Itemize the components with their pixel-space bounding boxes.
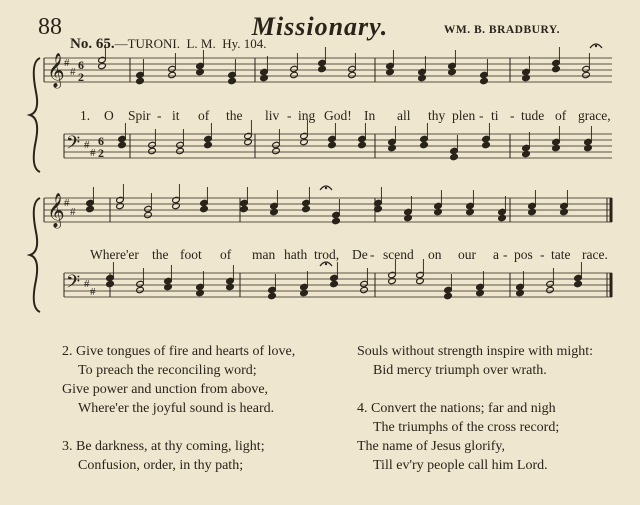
- note-head: [164, 283, 173, 290]
- fermata-dot: [325, 263, 327, 265]
- lyric-syllable: -: [510, 108, 515, 123]
- note-head: [328, 141, 337, 148]
- lyric-syllable: the: [226, 108, 243, 123]
- lyric-syllable: tude: [521, 108, 545, 123]
- note-head: [360, 286, 369, 293]
- note-head: [480, 77, 489, 84]
- lyric-syllable: a: [493, 247, 499, 262]
- note-head: [466, 208, 475, 215]
- lyric-syllable: scend: [383, 247, 414, 262]
- note-head: [574, 280, 583, 287]
- lyric-syllable: -: [503, 247, 508, 262]
- note-head: [448, 68, 457, 75]
- note-head: [348, 71, 357, 78]
- verse-line: [357, 380, 593, 399]
- lyric-syllable: trod,: [314, 247, 340, 262]
- verse-line: 2. Give tongues of fire and hearts of love,: [62, 344, 296, 359]
- lyric-syllable: of: [555, 108, 567, 123]
- system-brace: [30, 58, 40, 172]
- verse-line: To preach the reconciling word;: [78, 363, 257, 378]
- bass-clef: 𝄢: [66, 272, 81, 297]
- lyric-syllable: our: [458, 247, 476, 262]
- lyric-syllable: pos: [514, 247, 533, 262]
- tune-number: No. 65.: [70, 36, 115, 52]
- note-head: [176, 147, 185, 154]
- note-head: [516, 289, 525, 296]
- lyric-syllable: -: [540, 247, 545, 262]
- verses-left-column: [62, 342, 295, 475]
- verse-line: 3. Be darkness, at thy coming, light;: [62, 439, 265, 454]
- note-head: [268, 292, 277, 299]
- note-head: [118, 141, 127, 148]
- note-head: [302, 205, 311, 212]
- lyric-syllable: plen: [452, 108, 476, 123]
- sharp-sign: #: [70, 66, 76, 78]
- lyric-syllable: of: [220, 247, 232, 262]
- note-head: [318, 65, 327, 72]
- verse-line: Confusion, order, in thy path;: [78, 458, 244, 473]
- verse-line: Where'er the joyful sound is heard.: [78, 401, 275, 416]
- lyric-syllable: ti: [491, 108, 499, 123]
- note-head: [272, 147, 281, 154]
- verse-line: 4. Convert the nations; far and nigh: [357, 401, 556, 416]
- note-head: [86, 205, 95, 212]
- note-head: [106, 280, 115, 287]
- lyric-syllable: 1.: [80, 108, 91, 123]
- lyric-syllable: thy: [428, 108, 446, 123]
- note-head: [546, 286, 555, 293]
- note-head: [434, 208, 443, 215]
- note-head: [290, 71, 299, 78]
- note-head: [584, 144, 593, 151]
- sharp-sign: #: [70, 206, 76, 218]
- time-signature-bottom: 2: [98, 146, 104, 160]
- lyric-syllable: De: [352, 247, 368, 262]
- note-head: [332, 217, 341, 224]
- note-head: [476, 289, 485, 296]
- fermata-dot: [595, 45, 597, 47]
- time-signature-top: 6: [78, 58, 84, 72]
- lyric-syllable: of: [198, 108, 210, 123]
- note-head: [522, 150, 531, 157]
- note-head: [240, 205, 249, 212]
- note-head: [358, 141, 367, 148]
- page-number: 88: [38, 14, 62, 40]
- lyric-syllable: the: [152, 247, 169, 262]
- note-head: [450, 153, 459, 160]
- note-head: [416, 277, 425, 284]
- sharp-sign: #: [64, 57, 70, 69]
- note-head: [482, 141, 491, 148]
- note-head: [552, 65, 561, 72]
- lyric-syllable: In: [364, 108, 376, 123]
- note-head: [168, 71, 177, 78]
- note-head: [98, 62, 107, 69]
- tune-meter: L. M.: [186, 36, 216, 51]
- lyric-syllable: it: [172, 108, 180, 123]
- system-brace: [30, 198, 40, 312]
- treble-clef: 𝄞: [47, 53, 65, 88]
- note-head: [418, 74, 427, 81]
- verse-line: The name of Jesus glorify,: [357, 439, 505, 454]
- sharp-sign: #: [90, 286, 96, 298]
- composer: WM. B. BRADBURY.: [443, 24, 560, 36]
- lyric-syllable: Spir: [128, 108, 151, 123]
- verse-line: Souls without strength inspire with might:: [357, 344, 594, 359]
- verse-line: Give power and unction from above,: [62, 382, 269, 397]
- note-head: [200, 205, 209, 212]
- sharp-sign: #: [84, 139, 90, 151]
- note-head: [300, 289, 309, 296]
- note-head: [386, 68, 395, 75]
- verses-right-column: [357, 342, 593, 475]
- note-head: [172, 202, 181, 209]
- note-head: [560, 208, 569, 215]
- note-head: [404, 214, 413, 221]
- note-head: [260, 74, 269, 81]
- note-head: [528, 208, 537, 215]
- note-head: [228, 77, 237, 84]
- note-head: [226, 283, 235, 290]
- note-head: [270, 208, 279, 215]
- note-head: [388, 277, 397, 284]
- verse-line: Till ev'ry people call him Lord.: [373, 458, 548, 473]
- note-head: [330, 280, 339, 287]
- lyric-syllable: race.: [582, 247, 608, 262]
- lyric-syllable: hath: [284, 247, 308, 262]
- page-title: Missionary.: [251, 12, 389, 41]
- lyric-syllable: on: [428, 247, 442, 262]
- bass-clef: 𝄢: [66, 133, 81, 158]
- lyric-syllable: God!: [324, 108, 352, 123]
- lyric-syllable: tate: [551, 247, 571, 262]
- note-head: [498, 214, 507, 221]
- lyric-syllable: ing: [298, 108, 316, 123]
- lyric-syllable: liv: [265, 108, 280, 123]
- fermata-dot: [325, 187, 327, 189]
- sharp-sign: #: [84, 278, 90, 290]
- note-head: [388, 144, 397, 151]
- note-head: [582, 71, 591, 78]
- note-head: [300, 138, 309, 145]
- lyric-syllable: grace,: [578, 108, 611, 123]
- verse-line: Bid mercy triumph over wrath.: [373, 363, 547, 378]
- note-head: [204, 141, 213, 148]
- verse-line: The triumphs of the cross record;: [373, 420, 560, 435]
- lyric-syllable: -: [157, 108, 162, 123]
- note-head: [444, 292, 453, 299]
- note-head: [136, 77, 145, 84]
- lyric-syllable: foot: [180, 247, 202, 262]
- sharp-sign: #: [90, 147, 96, 159]
- note-head: [136, 286, 145, 293]
- note-head: [244, 138, 253, 145]
- note-head: [196, 68, 205, 75]
- lyric-syllable: Where'er: [90, 247, 139, 262]
- lyric-syllable: all: [397, 108, 411, 123]
- note-head: [116, 202, 125, 209]
- time-signature-bottom: 2: [78, 70, 84, 84]
- time-signature-top: 6: [98, 134, 104, 148]
- tune-name: —TURONI.: [114, 36, 180, 51]
- note-head: [196, 289, 205, 296]
- lyric-syllable: -: [479, 108, 484, 123]
- note-head: [522, 74, 531, 81]
- sharp-sign: #: [64, 197, 70, 209]
- lyric-syllable: -: [287, 108, 292, 123]
- treble-clef: 𝄞: [47, 193, 65, 228]
- lyric-syllable: O: [104, 108, 114, 123]
- note-head: [420, 141, 429, 148]
- lyric-syllable: man: [252, 247, 276, 262]
- hymn-reference: Hy. 104.: [222, 36, 267, 51]
- note-head: [144, 211, 153, 218]
- note-head: [552, 144, 561, 151]
- note-head: [148, 147, 157, 154]
- lyric-syllable: -: [370, 247, 375, 262]
- verse-line: [62, 418, 295, 437]
